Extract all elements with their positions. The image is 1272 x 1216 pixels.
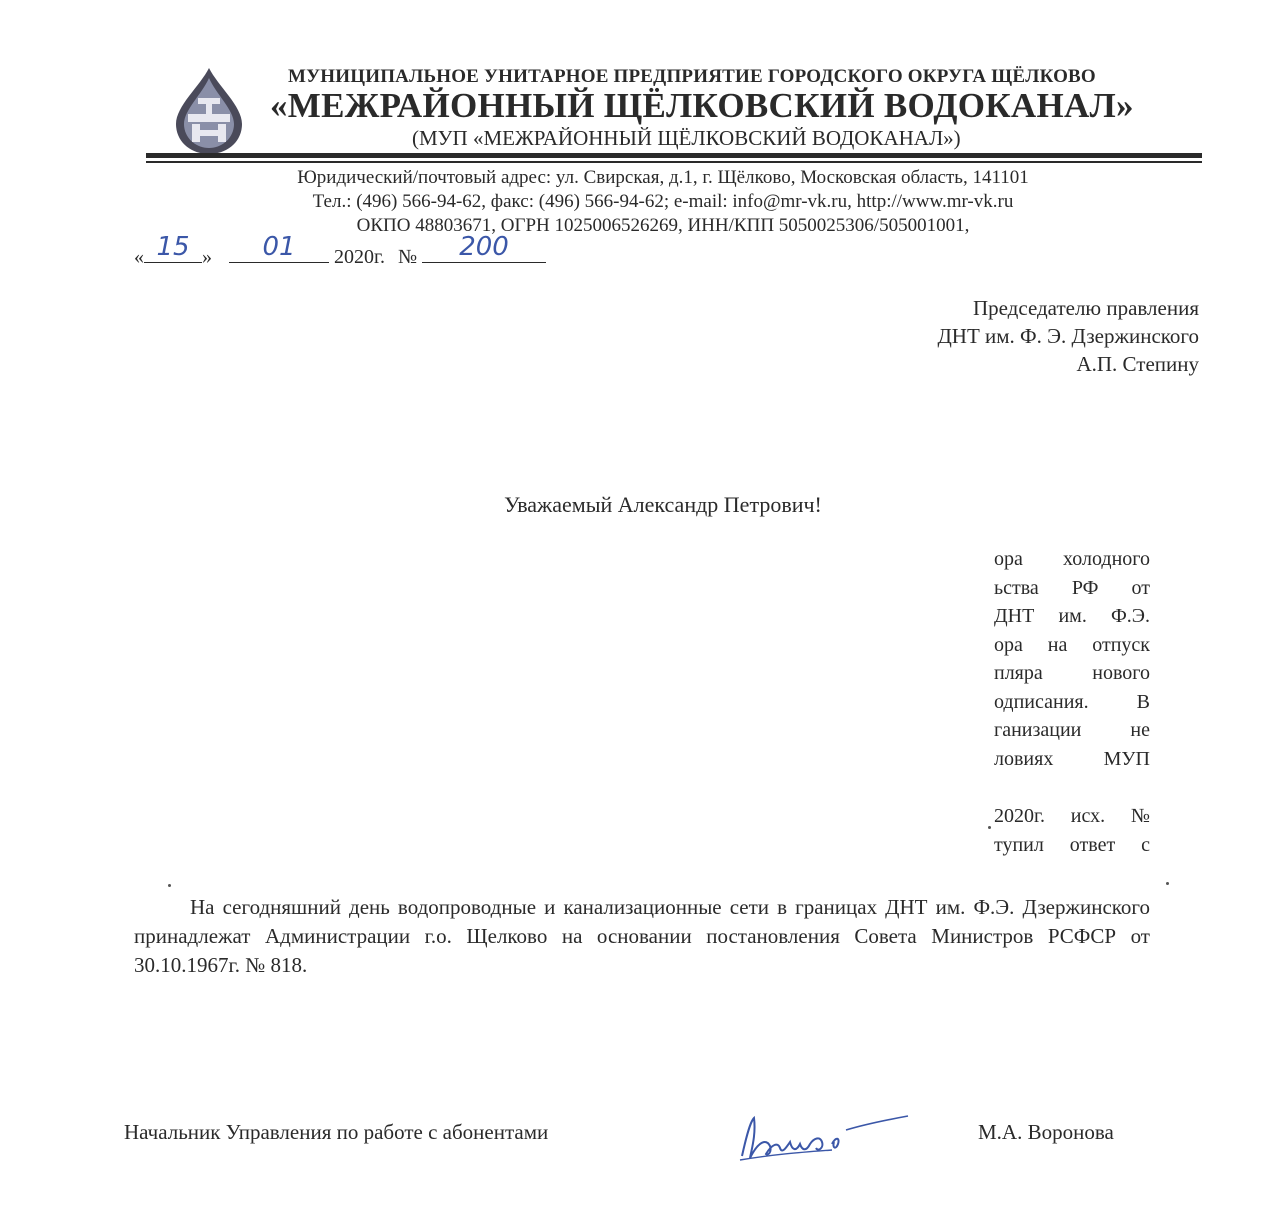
org-abbreviation: (МУП «МЕЖРАЙОННЫЙ ЩЁЛКОВСКИЙ ВОДОКАНАЛ») <box>412 126 961 150</box>
recipient-organization: ДНТ им. Ф. Э. Дзержинского <box>937 324 1199 348</box>
date-day-field <box>144 232 202 263</box>
date-close-quote: » <box>202 246 212 268</box>
text-fragment: тупил ответ с <box>994 834 1150 856</box>
scan-speck <box>1166 882 1169 885</box>
org-codes: ОКПО 48803671, ОГРН 1025006526269, ИНН/КПП 5050025306/505001001, <box>356 215 970 236</box>
scan-speck <box>168 884 171 887</box>
recipient-title: Председателю правления <box>972 296 1199 320</box>
header-divider-thin <box>146 161 1202 163</box>
body-paragraph-text: На сегодняшний день водопроводные и канализационные сети в границах ДНТ им. Ф.Э. Дзержинского принадлежат Администрации г.о. Щелково на основании постановления Совета Министров РСФСР от 30.10.1967г. № 818. <box>134 895 1150 977</box>
text-fragment: ганизации не <box>994 719 1150 741</box>
text-fragment: ДНТ им. Ф.Э. <box>994 605 1150 627</box>
text-fragment: ьства РФ от <box>994 577 1150 599</box>
scan-speck <box>988 826 991 829</box>
body-paragraph <box>134 893 1150 980</box>
org-address: Юридический/почтовый адрес: ул. Свирская, д.1, г. Щёлково, Московская область, 141101 <box>297 167 1029 188</box>
date-month: 01 <box>262 232 296 262</box>
header-divider-thick <box>146 153 1202 158</box>
doc-number-field <box>422 232 546 263</box>
signatory-name: М.А. Воронова <box>978 1120 1114 1144</box>
org-short-name: «МЕЖРАЙОННЫЙ ЩЁЛКОВСКИЙ ВОДОКАНАЛ» <box>270 86 1134 125</box>
text-fragment: одписания. В <box>994 691 1150 713</box>
doc-number: 200 <box>459 232 509 262</box>
org-full-name: МУНИЦИПАЛЬНОЕ УНИТАРНОЕ ПРЕДПРИЯТИЕ ГОРОДСКОГО ОКРУГА ЩЁЛКОВО <box>288 66 1096 87</box>
date-day: 15 <box>156 232 190 262</box>
signatory-position: Начальник Управления по работе с абонентами <box>124 1120 549 1144</box>
text-fragment: ора холодного <box>994 548 1150 570</box>
org-contacts: Тел.: (496) 566-94-62, факс: (496) 566-94-62; e-mail: info@mr-vk.ru, http://www.mr-vk.ru <box>312 191 1014 212</box>
date-year: 2020г. <box>334 246 385 268</box>
text-fragment: 2020г. исх. № <box>994 805 1150 827</box>
date-month-field <box>229 232 329 263</box>
outgoing-date-line <box>134 232 546 269</box>
greeting: Уважаемый Александр Петрович! <box>504 492 822 517</box>
number-label: № <box>397 246 418 268</box>
recipient-name: А.П. Степину <box>1076 352 1199 376</box>
text-fragment: ловиях МУП <box>994 748 1150 770</box>
text-fragment: ора на отпуск <box>994 634 1150 656</box>
water-drop-logo-icon <box>170 66 248 156</box>
date-open-quote: « <box>134 246 144 268</box>
text-fragment: пляра нового <box>994 662 1150 684</box>
handwritten-signature <box>736 1108 916 1168</box>
